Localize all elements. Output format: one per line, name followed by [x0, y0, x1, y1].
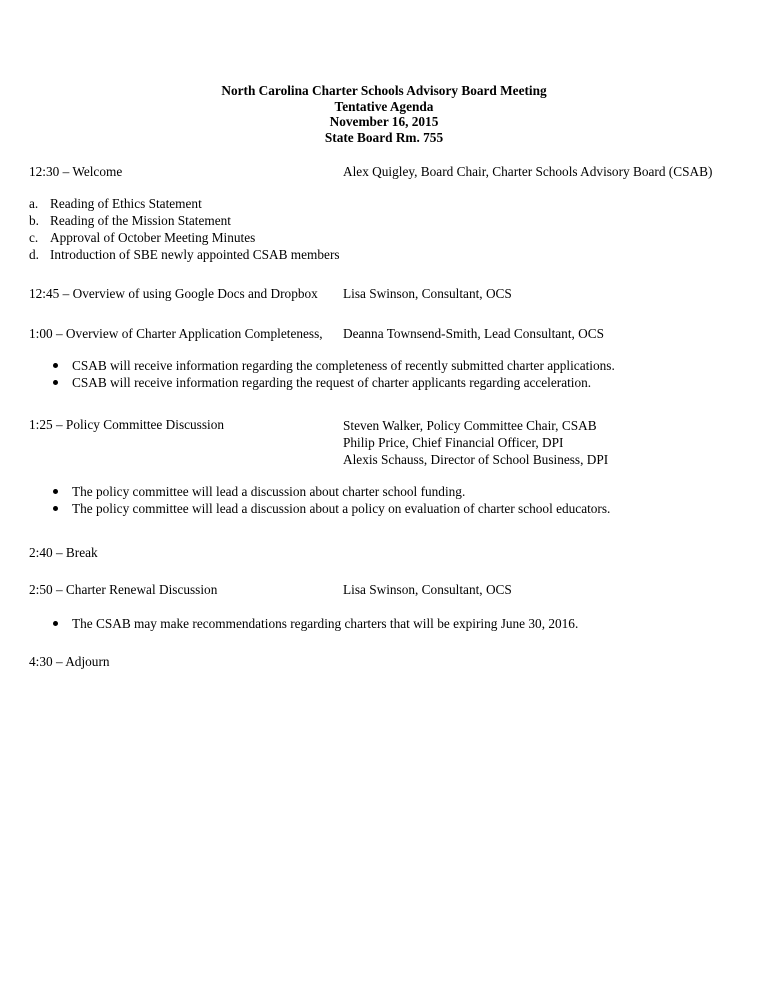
agenda-item-renewal: [29, 582, 512, 598]
renewal-presenter: Lisa Swinson, Consultant, OCS: [343, 582, 512, 597]
agenda-item-policy: [29, 417, 224, 433]
overview-docs-presenter: Lisa Swinson, Consultant, OCS: [343, 286, 512, 301]
bullet-icon: [53, 380, 58, 385]
bullet-icon: [53, 621, 58, 626]
break-time-label: 2:40 – Break: [29, 545, 98, 560]
meeting-location: State Board Rm. 755: [324, 129, 444, 145]
agenda-header: [0, 83, 768, 145]
agenda-item-overview-application: [29, 326, 605, 342]
agenda-item-break: [29, 545, 98, 561]
policy-presenter: Alexis Schauss, Director of School Business, DPI: [343, 452, 609, 467]
agenda-item-adjourn: [29, 654, 110, 670]
policy-presenter: Steven Walker, Policy Committee Chair, CSAB: [343, 418, 597, 433]
meeting-date: November 16, 2015: [329, 114, 439, 129]
bullet-icon: [53, 489, 58, 494]
overview-docs-time-label: 12:45 – Overview of using Google Docs and Dropbox: [29, 286, 318, 301]
agenda-document: North Carolina Charter Schools Advisory Board Meeting Tentative Agenda November 16, 2015 State Board Rm. 755 12:30 – Welcome Alex Quigley, Board Chair, Charter Schools Advisory Board (CSAB) a. Reading of Ethics Statement b. Reading of the Mission Statement c. Approval of October Meeting Minutes d. Introduction of SBE newly appointed CSAB members 12:45 – Overview of using Google Docs and Dropbox Lisa Swinson, Consultant, OCS 1:00 – Overview of Charter Application Completeness, Deanna Townsend-Smith, Lead Consultant, OCS CSAB will receive information regarding the completeness of recently submitted charter applications. CSAB will receive information regarding the request of charter applicants regarding acceleration. 1:25 – Policy Committee Discussion Steven Walker, Policy Committee Chair, CSAB Philip Price, Chief Financial Officer, DPI Alexis Schauss, Director of School Business, DPI The policy committee will lead a discussion about charter school funding. The policy committee will lead a discussion about a policy on evaluation of charter school educators. 2:40 – Break 2:50 – Charter Renewal Discussion Lisa Swinson, Consultant, OCS The CSAB may make recommendations regarding charters that will be expiring June 30, 2016. 4:30 – Adjourn: [0, 0, 768, 994]
overview-app-presenter: Deanna Townsend-Smith, Lead Consultant, OCS: [343, 326, 605, 341]
welcome-presenter: Alex Quigley, Board Chair, Charter Schools Advisory Board (CSAB): [343, 164, 713, 179]
meeting-title: North Carolina Charter Schools Advisory Board Meeting: [221, 83, 547, 98]
policy-presenters: [343, 417, 608, 468]
agenda-item-welcome: [29, 164, 713, 180]
bullet-icon: [53, 506, 58, 511]
policy-time-label: 1:25 – Policy Committee Discussion: [29, 417, 225, 432]
bullet-icon: [53, 363, 58, 368]
renewal-time-label: 2:50 – Charter Renewal Discussion: [29, 582, 218, 597]
overview-app-time-label: 1:00 – Overview of Charter Application Completeness,: [29, 326, 323, 341]
welcome-time-label: 12:30 – Welcome: [29, 164, 123, 179]
agenda-item-overview-docs: [29, 286, 512, 302]
policy-presenter: Philip Price, Chief Financial Officer, DPI: [343, 435, 564, 450]
agenda-subtitle: Tentative Agenda: [334, 98, 434, 114]
adjourn-time-label: 4:30 – Adjourn: [29, 654, 110, 669]
